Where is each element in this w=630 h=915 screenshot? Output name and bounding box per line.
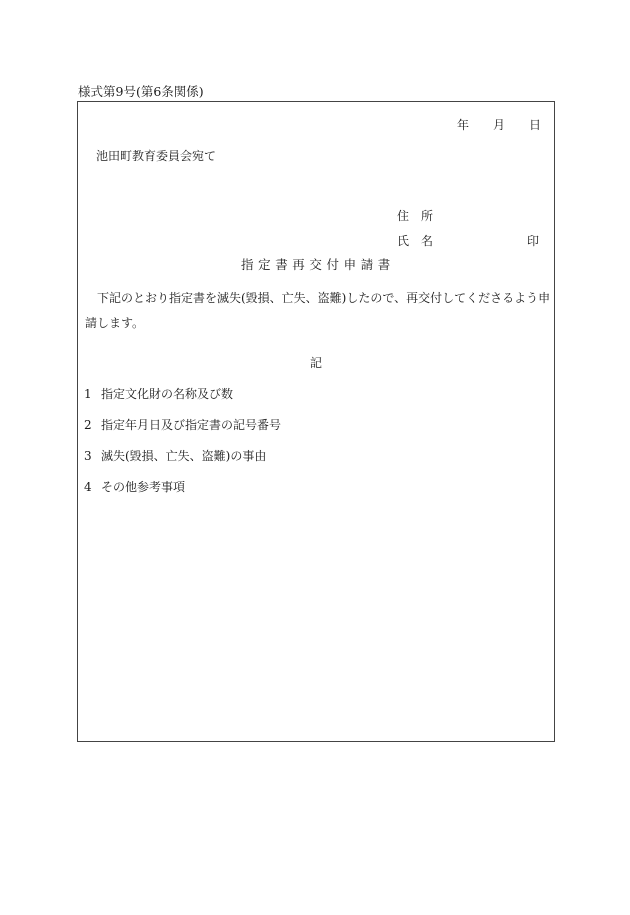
form-number-caption: 様式第9号(第6条関係) (78, 84, 204, 99)
item-number: 2 (84, 418, 92, 432)
address-label-2: 所 (421, 209, 434, 223)
item-number: 3 (84, 449, 92, 463)
date-month-label: 月 (493, 118, 506, 132)
document-title: 指定書再交付申請書 (241, 257, 395, 272)
date-year-label: 年 (457, 118, 470, 132)
item-text: 指定年月日及び指定書の記号番号 (101, 418, 282, 432)
name-label-1: 氏 (397, 234, 410, 248)
seal-mark: 印 (527, 234, 540, 248)
item-number: 1 (84, 387, 92, 401)
item-number: 4 (84, 480, 92, 494)
section-heading: 記 (310, 356, 323, 370)
item-text: 滅失(毀損、亡失、盗難)の事由 (101, 449, 267, 463)
address-label-1: 住 (397, 209, 410, 223)
name-label-2: 名 (421, 234, 434, 248)
item-text: 指定文化財の名称及び数 (101, 387, 234, 401)
body-paragraph: 下記のとおり指定書を滅失(毀損、亡失、盗難)したので、再交付してくださるよう申請します。 (85, 291, 551, 330)
addressee: 池田町教育委員会宛て (96, 149, 217, 163)
item-text: その他参考事項 (101, 480, 186, 494)
date-day-label: 日 (529, 118, 542, 132)
